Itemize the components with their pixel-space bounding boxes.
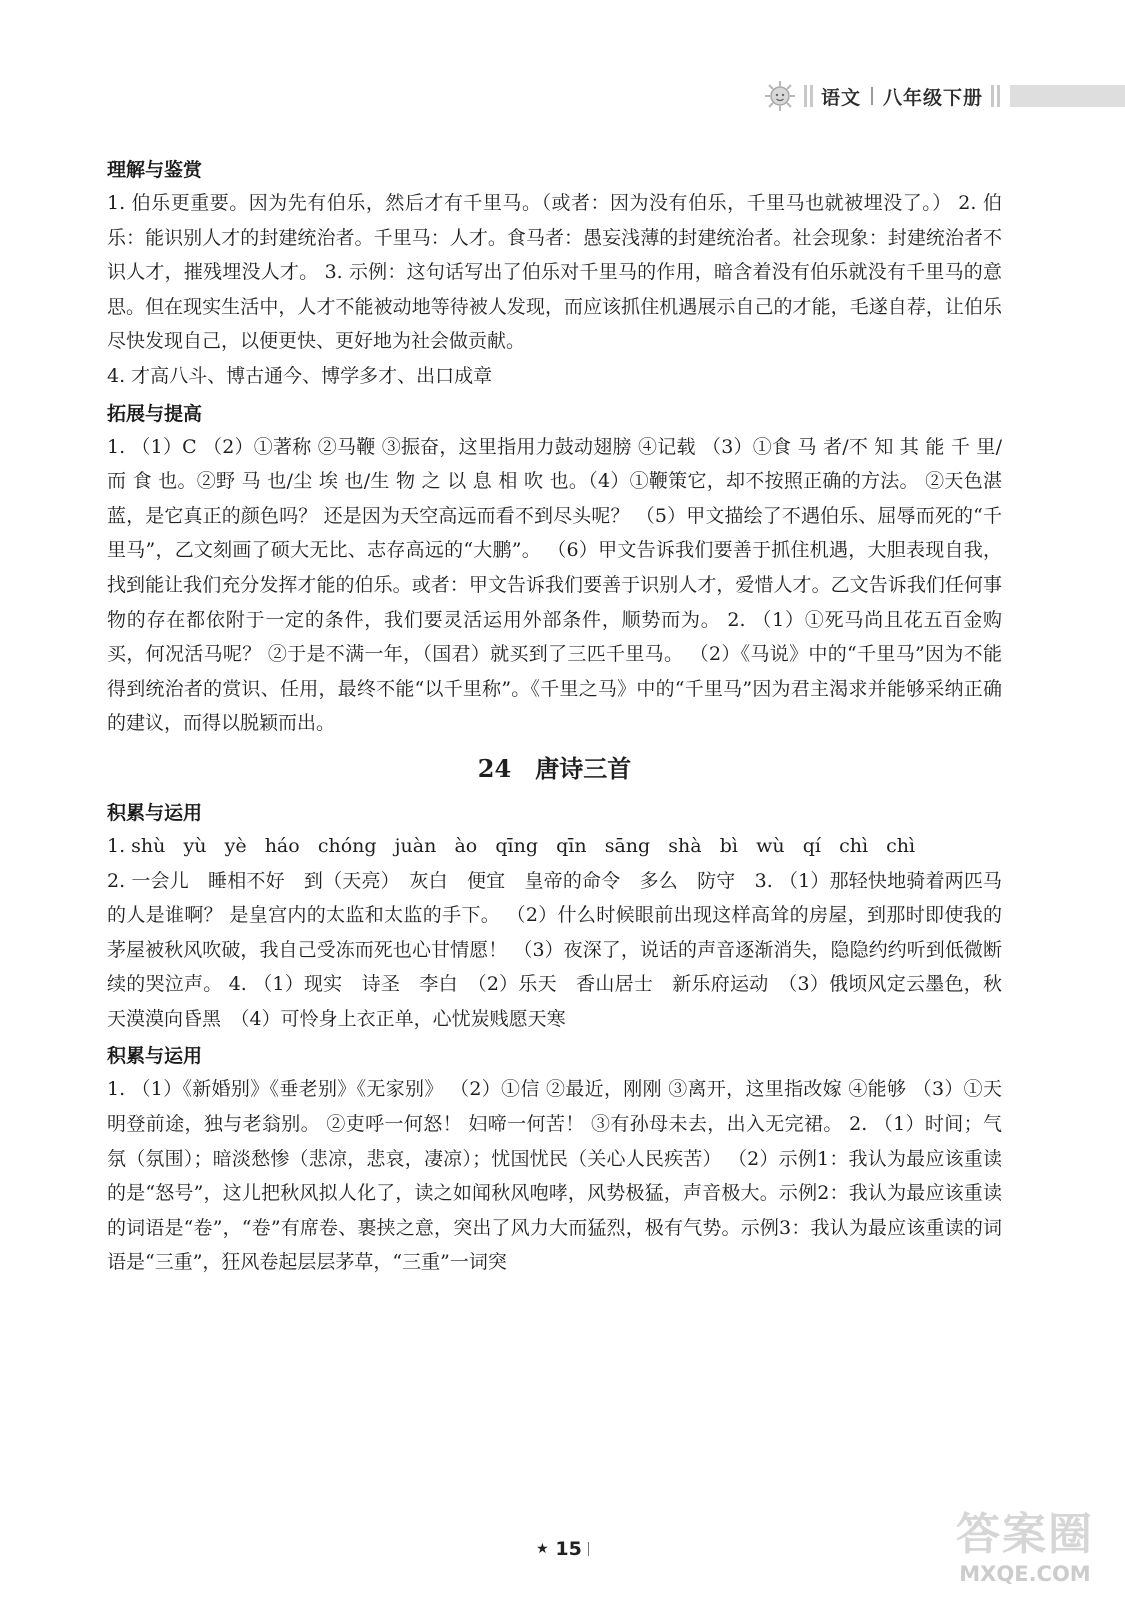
- answer-paragraph: 1. 伯乐更重要。因为先有伯乐，然后才有千里马。（或者：因为没有伯乐，千里马也就被埋没了。） 2. 伯乐：能识别人才的封建统治者。千里马：人才。食马者：愚妄浅薄的封建统治者。社会现象：封建统治者不识人才，摧残埋没人才。 3. 示例：这句话写出了伯乐对千里马的作用，暗含着没有伯乐就没有千里马的意思。但在现实生活中，人才不能被动地等待被人发现，而应该抓住机遇展示自己的才能，毛遂自荐，让伯乐尽快发现自己，以便更快、更好地为社会做贡献。: [107, 192, 1002, 353]
- sun-mascot-icon: [764, 80, 796, 112]
- watermark: [930, 1510, 1120, 1596]
- star-icon: ★: [536, 1541, 549, 1557]
- section-title-accumulation-2: 积累与运用: [107, 1045, 203, 1068]
- header-separator: [871, 87, 873, 105]
- header-subject: 语文: [821, 86, 862, 109]
- answer-paragraph: 2. 一会儿 睡相不好 到（天亮） 灰白 便宜 皇帝的命令 多么 防守 3. （1）那轻快地骑着两匹马的人是谁啊？ 是皇宫内的太监和太监的手下。 （2）什么时候眼前出现这样高耸的房屋，到那时即使我的茅屋被秋风吹破，我自己受冻而死也心甘情愿！ （3）夜深了，说话的声音逐渐消失，隐隐约约听到低微断续的哭泣声。 4. （1）现实 诗圣 李白 （2）乐天 香山居士 新乐府运动 （3）俄顷风定云墨色，秋天漠漠向昏黑 （4）可怜身上衣正单，心忧炭贱愿天寒: [107, 869, 1002, 1030]
- section-title-extension: 拓展与提高: [107, 402, 203, 425]
- footer-tick: [588, 1542, 589, 1556]
- header-gray-bar: [1010, 85, 1125, 107]
- header-divider-bars-right: [991, 85, 1000, 107]
- watermark-logo: 答案圈: [956, 1509, 1094, 1560]
- pinyin-answers: 1. shù yù yè háo chóng juàn ào qīng qīn sāng shà bì wù qí chì chì: [107, 834, 916, 857]
- header-grade: 八年级下册: [883, 86, 984, 109]
- section-title-accumulation: 积累与运用: [107, 801, 203, 824]
- answer-paragraph: 1. （1）《新婚别》《垂老别》《无家别》 （2）①信 ②最近，刚刚 ③离开，这里指改嫁 ④能够 （3）①天明登前途，独与老翁别。 ②吏呼一何怒！ 妇啼一何苦！ ③有孙母未去，出入无完裙。 2. （1）时间；气氛（氛围）；暗淡愁惨（悲凉，悲哀，凄凉）；忧国忧民（关心人民疾苦） （2）示例1：我认为最应该重读的是“怒号”，这儿把秋风拟人化了，读之如闻秋风咆哮，风势极猛，声音极大。示例2：我认为最应该重读的词语是“卷”，“卷”有席卷、裹挟之意，突出了风力大而猛烈，极有气势。示例3：我认为最应该重读的词语是“三重”，狂风卷起层层茅草，“三重”一词突: [107, 1078, 1002, 1274]
- header-divider-bars: [804, 85, 813, 107]
- lesson-title: 24 唐诗三首: [477, 753, 632, 783]
- answer-content: [107, 150, 1002, 1280]
- page-header: [764, 74, 1125, 118]
- section-title-understanding: 理解与鉴赏: [107, 159, 203, 181]
- page-number: 15: [555, 1538, 582, 1560]
- answer-paragraph: 1. （1）C （2）①著称 ②马鞭 ③振奋，这里指用力鼓动翅膀 ④记载 （3）①食 马 者/不 知 其 能 千 里/而 食 也。②野 马 也/尘 埃 也/生 物 之 以 息 相 吹 也。（4）①鞭策它，却不按照正确的方法。 ②天色湛蓝，是它真正的颜色吗？ 还是因为天空高远而看不到尽头呢？ （5）甲文描绘了不遇伯乐、屈辱而死的“千里马”，乙文刻画了硕大无比、志存高远的“大鹏”。 （6）甲文告诉我们要善于抓住机遇，大胆表现自我，找到能让我们充分发挥才能的伯乐。或者：甲文告诉我们要善于识别人才，爱惜人才。乙文告诉我们任何事物的存在都依附于一定的条件，我们要灵活运用外部条件，顺势而为。 2. （1）①死马尚且花五百金购买，何况活马呢？ ②于是不满一年，（国君）就买到了三匹千里马。 （2）《马说》中的“千里马”因为不能得到统治者的赏识、任用，最终不能“以千里称”。《千里之马》中的“千里马”因为君主渴求并能够采纳正确的建议，而得以脱颖而出。: [107, 435, 1002, 735]
- answer-paragraph: 4. 才高八斗、博古通今、博学多才、出口成章: [107, 364, 493, 387]
- watermark-url: MXQE.COM: [959, 1562, 1091, 1586]
